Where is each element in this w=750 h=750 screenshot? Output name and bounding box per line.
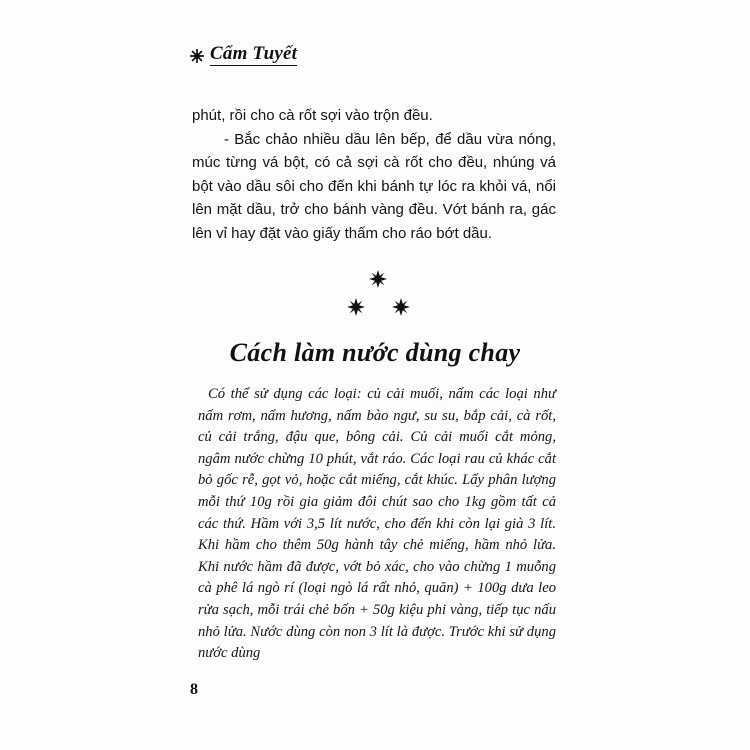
body-text <box>192 104 556 245</box>
star-icon <box>369 270 387 288</box>
recipe-paragraph: Có thể sử dụng các loại: củ cải muối, nấm các loại như nấm rơm, nấm hương, nấm bào ngư, su su, bắp cải, cà rốt, củ cải trắng, đậu que, bông cải. Củ cải muối cắt mỏng, ngâm nước chừng 10 phút, vắt ráo. Các loại rau củ khác cắt bỏ gốc rễ, gọt vỏ, hoặc cắt miếng, cắt khúc. Lấy phân lượng mỗi thứ 10g rồi gia giảm đôi chút sao cho 1kg gồm tất cả các thứ. Hầm với 3,5 lít nước, cho đến khi còn lại già 3 lít. Khi hầm cho thêm 50g hành tây chẻ miếng, hầm nhỏ lửa. Khi nước hầm đã được, vớt bỏ xác, cho vào chừng 1 muỗng cà phê lá ngò rí (loại ngò lá rất nhỏ, quăn) + 100g dưa leo rửa sạch, mỗi trái chẻ bốn + 50g kiệu phi vàng, tiếp tục nấu nhỏ lửa. Nước dùng còn non 3 lít là được. Trước khi sử dụng nước dùng <box>198 386 556 662</box>
section-title: Cách làm nước dùng chay <box>229 338 521 367</box>
star-icon <box>392 298 410 316</box>
section-divider <box>330 262 430 322</box>
star-icon <box>190 49 204 63</box>
star-icon <box>347 298 365 316</box>
recipe-text <box>198 384 556 665</box>
header-author: Cẩm Tuyết <box>210 43 298 64</box>
frying-paragraph: - Bắc chảo nhiều dầu lên bếp, để dầu vừa nóng, múc từng vá bột, có cả sợi cà rốt cho đều, nhúng vá bột vào dầu sôi cho đến khi bánh tự lóc ra khỏi vá, nổi lên mặt dầu, trở cho bánh vàng đều. Vớt bánh ra, gác lên vỉ hay đặt vào giấy thấm cho ráo bớt dầu. <box>192 130 556 242</box>
continued-line: phút, rồi cho cà rốt sợi vào trộn đều. <box>192 107 433 124</box>
page-number: 8 <box>190 681 198 698</box>
running-header <box>190 44 297 66</box>
